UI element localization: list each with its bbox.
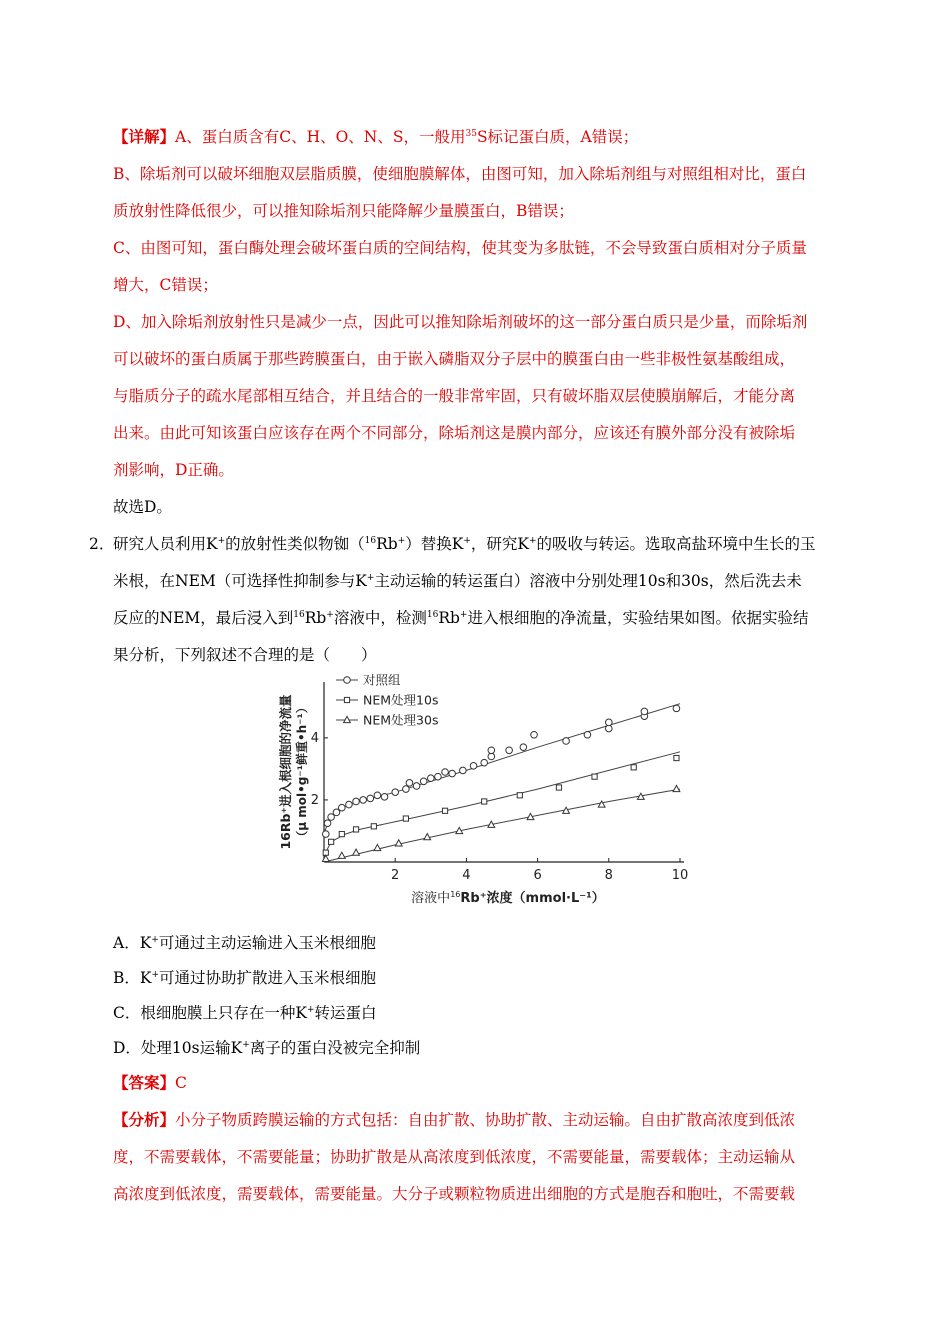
point-circle — [324, 820, 331, 827]
point-circle — [367, 795, 374, 802]
point-circle — [449, 770, 456, 777]
point-square — [556, 785, 561, 790]
point-circle — [460, 767, 467, 774]
option-b[interactable]: B．K+可通过协助扩散进入玉米根细胞 — [113, 969, 377, 987]
point-circle — [470, 762, 477, 769]
answer-value: C — [175, 1074, 187, 1092]
point-circle — [488, 747, 495, 754]
point-circle — [584, 731, 591, 738]
detail-tag: 【详解】 — [113, 127, 176, 146]
point-circle — [339, 804, 346, 811]
analysis-line-2: 度，不需要载体，不需要能量；协助扩散是从高浓度到低浓度，不需要能量，需要载体；主动运输从 — [113, 1148, 796, 1166]
point-square — [329, 839, 334, 844]
point-square — [339, 831, 344, 836]
option-d[interactable]: D．处理10s运输K+离子的蛋白没被完全抑制 — [113, 1039, 421, 1057]
answer-tag: 【答案】 — [113, 1073, 176, 1092]
point-square — [442, 808, 447, 813]
point-triangle — [322, 855, 329, 861]
point-triangle — [424, 834, 431, 840]
point-triangle — [338, 852, 345, 858]
point-circle — [413, 783, 420, 790]
point-circle — [488, 753, 495, 760]
detail-line-6: D、加入除垢剂放射性只是减少一点，因此可以推知除垢剂破坏的这一部分蛋白质只是少量，而除垢剂 — [113, 313, 808, 331]
detail-line-3: 质放射性降低很少，可以推知除垢剂只能降解少量膜蛋白，B错误； — [113, 202, 574, 220]
point-square — [371, 824, 376, 829]
point-circle — [403, 786, 410, 793]
detail-line-1: 【详解】A、蛋白质含有C、H、O、N、S，一般用$^{35}$S标记蛋白质，A错误； — [113, 127, 639, 146]
chart-legend — [336, 673, 438, 728]
point-circle — [673, 705, 680, 712]
fit-line-square — [324, 752, 680, 856]
y-tick-label: 2 — [310, 792, 319, 808]
point-circle — [531, 731, 538, 738]
point-circle — [346, 801, 353, 808]
legend-label: NEM处理30s — [363, 712, 439, 728]
point-circle — [392, 789, 399, 796]
y-axis-unit: （μ mol•g⁻¹鲜重•h⁻¹） — [295, 701, 309, 843]
point-triangle — [353, 849, 360, 855]
point-circle — [322, 831, 329, 838]
legend-label: NEM处理10s — [363, 692, 439, 708]
point-triangle — [395, 840, 402, 846]
question-line-2: 米根，在NEM（可选择性抑制参与K+主动运输的转运蛋白）溶液中分别处理10s和30s，然后洗去未 — [113, 572, 802, 590]
y-tick-label: 4 — [310, 730, 319, 746]
option-a[interactable]: A．K+可通过主动运输进入玉米根细胞 — [113, 934, 376, 952]
point-circle — [406, 780, 413, 787]
question-number: 2． — [89, 535, 115, 553]
point-triangle — [374, 844, 381, 850]
x-tick-label: 2 — [391, 868, 400, 883]
point-circle — [353, 798, 360, 805]
point-square — [631, 765, 636, 770]
point-circle — [420, 778, 427, 785]
point-square — [517, 793, 522, 798]
detail-line-9: 出来。由此可知该蛋白应该存在两个不同部分，除垢剂这是膜内部分，应该还有膜外部分没有被除垢 — [113, 424, 796, 442]
x-tick-label: 6 — [533, 868, 542, 883]
point-circle — [442, 769, 449, 776]
detail-line-4: C、由图可知，蛋白酶处理会破坏蛋白质的空间结构，使其变为多肽链，不会导致蛋白质相对分子质量 — [113, 239, 807, 257]
y-axis-label: 16Rb⁺进入根细胞的净流量 — [278, 694, 293, 850]
point-circle — [563, 738, 570, 745]
analysis-line-3: 高浓度到低浓度，需要载体，需要能量。大分子或颗粒物质进出细胞的方式是胞吞和胞吐，不需要载 — [113, 1185, 796, 1203]
x-tick-label: 8 — [604, 868, 613, 883]
point-triangle — [673, 785, 680, 791]
legend-marker-square — [344, 697, 349, 702]
legend-marker-circle — [344, 677, 351, 684]
x-axis-label: 溶液中$^{16}$Rb⁺浓度（mmol·L⁻¹） — [411, 890, 605, 906]
point-square — [403, 816, 408, 821]
point-circle — [606, 719, 613, 726]
answer-line — [113, 1072, 187, 1094]
question-line-3: 反应的NEM，最后浸入到$^{16}$Rb+溶液中，检测$^{16}$Rb+进入根细胞的净流量，实验结果如图。依据实验结 — [113, 609, 809, 627]
point-circle — [641, 708, 648, 715]
detail-line-10: 剂影响，D正确。 — [113, 461, 234, 479]
analysis-line-1: 【分析】小分子物质跨膜运输的方式包括：自由扩散、协助扩散、主动运输。自由扩散高浓度到低浓 — [113, 1110, 796, 1129]
question-line-4: 果分析，下列叙述不合理的是（ ） — [113, 646, 377, 664]
legend-label: 对照组 — [363, 672, 401, 688]
x-tick-label: 4 — [462, 868, 471, 883]
detail-line-7: 可以破坏的蛋白质属于那些跨膜蛋白，由于嵌入磷脂双分子层中的膜蛋白由一些非极性氨基酸组成， — [113, 350, 796, 368]
point-circle — [481, 759, 488, 766]
point-circle — [360, 797, 367, 804]
flux-chart — [268, 672, 708, 917]
point-circle — [333, 809, 340, 816]
option-c[interactable]: C．根细胞膜上只存在一种K+转运蛋白 — [113, 1004, 377, 1022]
point-square — [592, 774, 597, 779]
point-circle — [328, 814, 335, 821]
detail-conclusion: 故选D。 — [113, 498, 172, 516]
point-circle — [520, 744, 527, 751]
point-circle — [428, 775, 435, 782]
point-circle — [374, 792, 381, 799]
detail-line-2: B、除垢剂可以破坏细胞双层脂质膜，使细胞膜解体，由图可知，加入除垢剂组与对照组相对比，蛋白 — [113, 165, 807, 183]
point-circle — [435, 773, 442, 780]
point-square — [674, 755, 679, 760]
point-circle — [506, 747, 513, 754]
point-square — [353, 827, 358, 832]
point-circle — [606, 725, 613, 732]
analysis-tag: 【分析】 — [113, 1110, 176, 1129]
point-square — [482, 799, 487, 804]
detail-line-5: 增大，C错误； — [113, 276, 218, 294]
question-line-1: 研究人员利用K+的放射性类似物铷（$^{16}$Rb+）替换K+，研究K+的吸收与转运。选取高盐环境中生长的玉 — [113, 535, 816, 553]
detail-line-8: 与脂质分子的疏水尾部相互结合，并且结合的一般非常牢固，只有破坏脂双层使膜崩解后，才能分离 — [113, 387, 796, 405]
x-tick-label: 10 — [671, 868, 689, 883]
data-points — [322, 705, 679, 861]
point-circle — [381, 794, 388, 801]
